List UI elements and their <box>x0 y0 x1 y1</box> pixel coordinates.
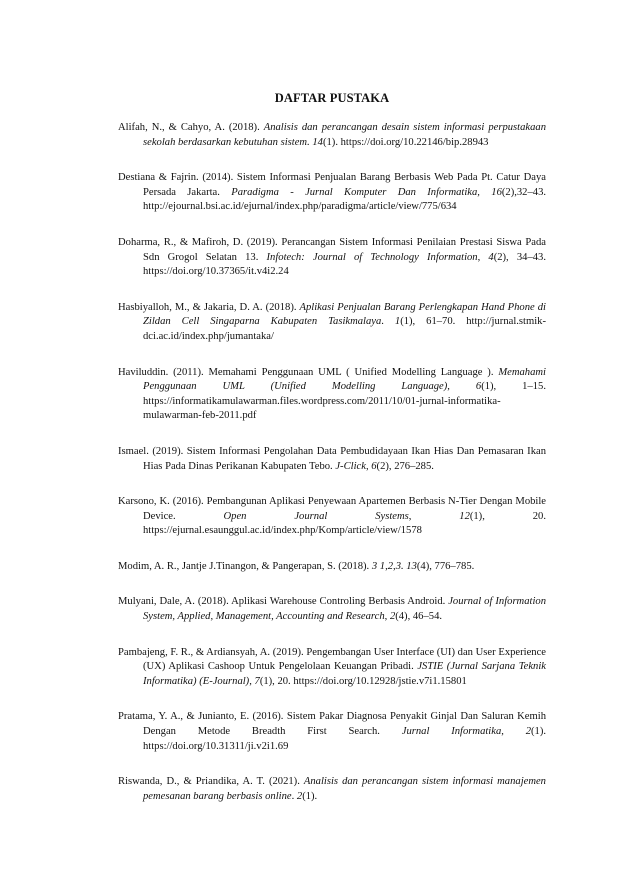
reference-list <box>118 121 546 825</box>
reference-entry-7: Karsono, K. (2016). Pembangunan Aplikasi Penyewaan Apartemen Berbasis N-Tier Dengan Mobile Device. Open Journal Systems, 12(1), 20. https://ejurnal.esaunggul.ac.id/index.php/Komp/article/view/1578 <box>118 496 546 537</box>
reference-entry-11: Pratama, Y. A., & Junianto, E. (2016). Sistem Pakar Diagnosa Penyakit Ginjal Dan Saluran Kemih Dengan Metode Breadth First Search. Jurnal Informatika, 2(1). https://doi.org/10.31311/ji.v2i1.69 <box>118 711 547 752</box>
reference-entry-9: Mulyani, Dale, A. (2018). Aplikasi Warehouse Controling Berbasis Android. Journal of Information System, Applied, Management, Accounting and Research, 2(4), 46–54. <box>118 596 546 623</box>
reference-entry-3: Doharma, R., & Mafiroh, D. (2019). Perancangan Sistem Informasi Penilaian Prestasi Siswa Pada Sdn Grogol Selatan 13. Infotech: Journal of Technology Information, 4(2), 34–43. https://doi.org/10.37365/it.v4i2.24 <box>118 236 546 278</box>
page-title: DAFTAR PUSTAKA <box>274 91 390 105</box>
reference-entry-1: Alifah, N., & Cahyo, A. (2018). Analisis dan perancangan desain sistem informasi perpustakaan sekolah berdasarkan kebutuhan sistem. 14(1). https://doi.org/10.22146/bip.28943 <box>118 122 546 148</box>
reference-entry-8: Modim, A. R., Jantje J.Tinangon, & Pangerapan, S. (2018). 3 1,2,3. 13(4), 776–785. <box>118 560 475 572</box>
reference-entry-12: Riswanda, D., & Priandika, A. T. (2021). Analisis dan perancangan sistem informasi manajemen pemesanan barang berbasis online. 2(1). <box>118 776 546 802</box>
reference-entry-2: Destiana & Fajrin. (2014). Sistem Informasi Penjualan Barang Berbasis Web Pada Pt. Catur Daya Persada Jakarta. Paradigma - Jurnal Komputer Dan Informatika, 16(2),32–43. http://ejournal.bsi.ac.id/ejurnal/index.php/paradigma/article/view/775/634 <box>118 172 547 213</box>
reference-entry-4: Hasbiyalloh, M., & Jakaria, D. A. (2018). Aplikasi Penjualan Barang Perlengkapan Hand Phone di Zildan Cell Singaparna Kabupaten Tasikmalaya. 1(1), 61–70. http://jurnal.stmik-dci.ac.id/index.php/jumantaka/ <box>118 301 546 342</box>
reference-entry-10: Pambajeng, F. R., & Ardiansyah, A. (2019). Pengembangan User Interface (UI) dan User Experience (UX) Aplikasi Cashoop Untuk Pengelolaan Keuangan Pribadi. JSTIE (Jurnal Sarjana Teknik Informatika) (E-Journal), 7(1), 20. https://doi.org/10.12928/jstie.v7i1.15801 <box>118 646 546 687</box>
reference-entry-6: Ismael. (2019). Sistem Informasi Pengolahan Data Pembudidayaan Ikan Hias Dan Pemasaran Ikan Hias Pada Dinas Perikanan Kabupaten Tebo. J-Click, 6(2), 276–285. <box>118 445 546 472</box>
reference-entry-5: Haviluddin. (2011). Memahami Penggunaan UML ( Unified Modelling Language ). Memahami Penggunaan UML (Unified Modelling Language), 6(1), 1–15. https://informatikamulawarman.files.wordpress.com/2011/10/01-jurnal-informatika-mulawarman-feb-2011.pdf <box>118 366 546 422</box>
